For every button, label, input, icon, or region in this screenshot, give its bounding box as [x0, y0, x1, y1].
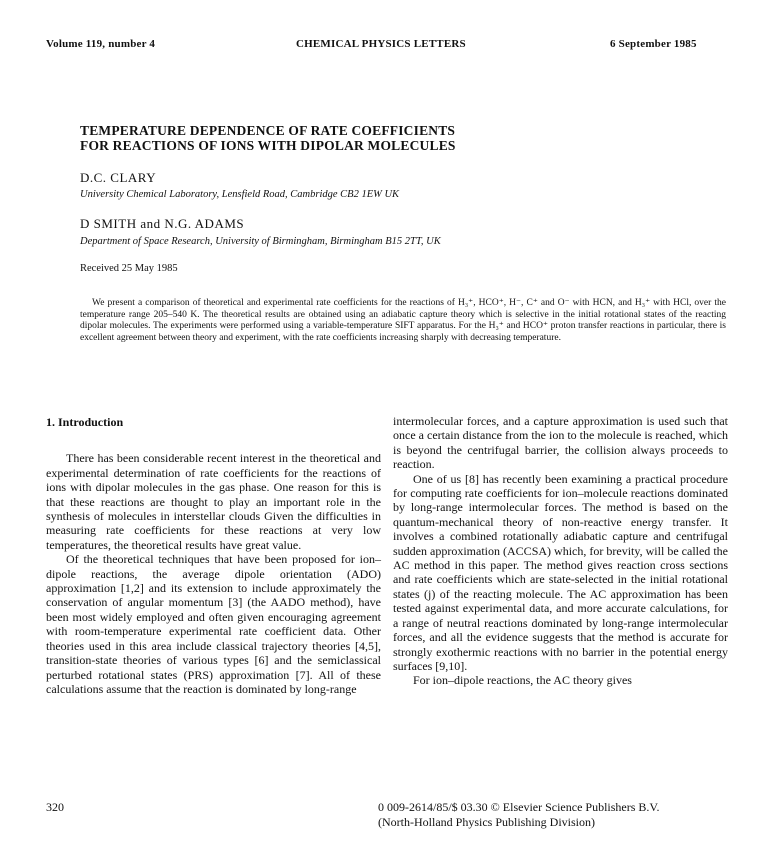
right-column [393, 414, 728, 688]
paragraph: One of us [8] has recently been examining a practical procedure for computing rate coefficients for ion–molecule reactions dominated by long-range intermolecular forces. The method is based on the quantum-mechanical theory of non-reactive energy transfer. It involves a combined rotationally adiabatic capture and centrifugal sudden approximation (ACCSA) which, for brevity, will be called the AC method in this paper. The method gives reaction cross sections and rate coefficients which are state-selected in the initial rotational states (j) of the reacting molecule. The AC approximation has been tested against experimental data, and more accurate calculations, for a range of neutral reactions dominated by long-range intermolecular forces, and all the evidence suggests that the method is accurate for strongly exothermic reactions with no barrier in the potential energy surfaces [9,10]. [393, 471, 728, 673]
author-1-name: D.C. CLARY [80, 170, 157, 185]
paragraph: intermolecular forces, and a capture approximation is used such that once a certain distance from the ion to the molecule is reached, which is beyond the centrifugal barrier, the collision always proceeds to reaction. [393, 414, 728, 472]
abstract: We present a comparison of theoretical and experimental rate coefficients for the reactions of H₃⁺, HCO⁺, H⁻, C⁺ and O⁻ with HCN, and H₃⁺ with HCl, over the temperature range 205–540 K. The theoretical results are obtained using an adiabatic capture theory which is selective in the initial rotational states of the reacting dipolar molecules. The experiments were performed using a variable-temperature SIFT apparatus. For the H₃⁺ and HCO⁺ proton transfer reactions in particular, there is excellent agreement between theory and experiment, with the rate coefficients increasing sharply with decreasing temperature. [80, 298, 726, 343]
author-2-name: D SMITH and N.G. ADAMS [80, 216, 245, 231]
section-heading: 1. Introduction [46, 415, 124, 429]
journal-name: CHEMICAL PHYSICS LETTERS [296, 38, 466, 50]
journal-date: 6 September 1985 [610, 38, 697, 50]
author-1-affiliation: University Chemical Laboratory, Lensfield Road, Cambridge CB2 1EW UK [80, 189, 400, 200]
received-date: Received 25 May 1985 [80, 263, 178, 274]
article-title [80, 123, 700, 153]
paragraph: There has been considerable recent interest in the theoretical and experimental determination of rate coefficients for the reactions of ions with dipolar molecules in the gas phase. One reason for this is that these reactions are thought to play an important role in the synthesis of molecules in interstellar clouds Given the difficulties in measuring rate coefficients for these reactions at very low temperatures, the theoretical results have great value. [46, 451, 381, 552]
journal-volume: Volume 119, number 4 [46, 38, 156, 50]
page-number: 320 [46, 800, 64, 814]
author-2-affiliation: Department of Space Research, University of Birmingham, Birmingham B15 2TT, UK [80, 236, 441, 247]
paragraph: Of the theoretical techniques that have been proposed for ion–dipole reactions, the average dipole orientation (ADO) approximation [1,2] and its extension to include approximately the conservation of angular momentum [3] (the AADO method), have been most widely employed and often given encouraging agreement with room-temperature experimental rate coefficient data. Other theories used in this area include classical trajectory theories [4,5], transition-state theories of various types [6] and the semiclassical perturbed rotational states (PRS) approximation [7]. All of these calculations assume that the reaction is dominated by long-range [46, 552, 381, 696]
title-line-2: FOR REACTIONS OF IONS WITH DIPOLAR MOLECULES [80, 138, 456, 153]
title-line-1: TEMPERATURE DEPENDENCE OF RATE COEFFICIENTS [80, 123, 456, 138]
publisher-division: (North-Holland Physics Publishing Division) [378, 815, 596, 829]
left-column [46, 415, 381, 696]
issn-line: 0 009-2614/85/$ 03.30 © Elsevier Science Publishers B.V. [378, 800, 660, 814]
publisher-info [378, 800, 660, 830]
paragraph: For ion–dipole reactions, the AC theory gives [413, 673, 632, 688]
